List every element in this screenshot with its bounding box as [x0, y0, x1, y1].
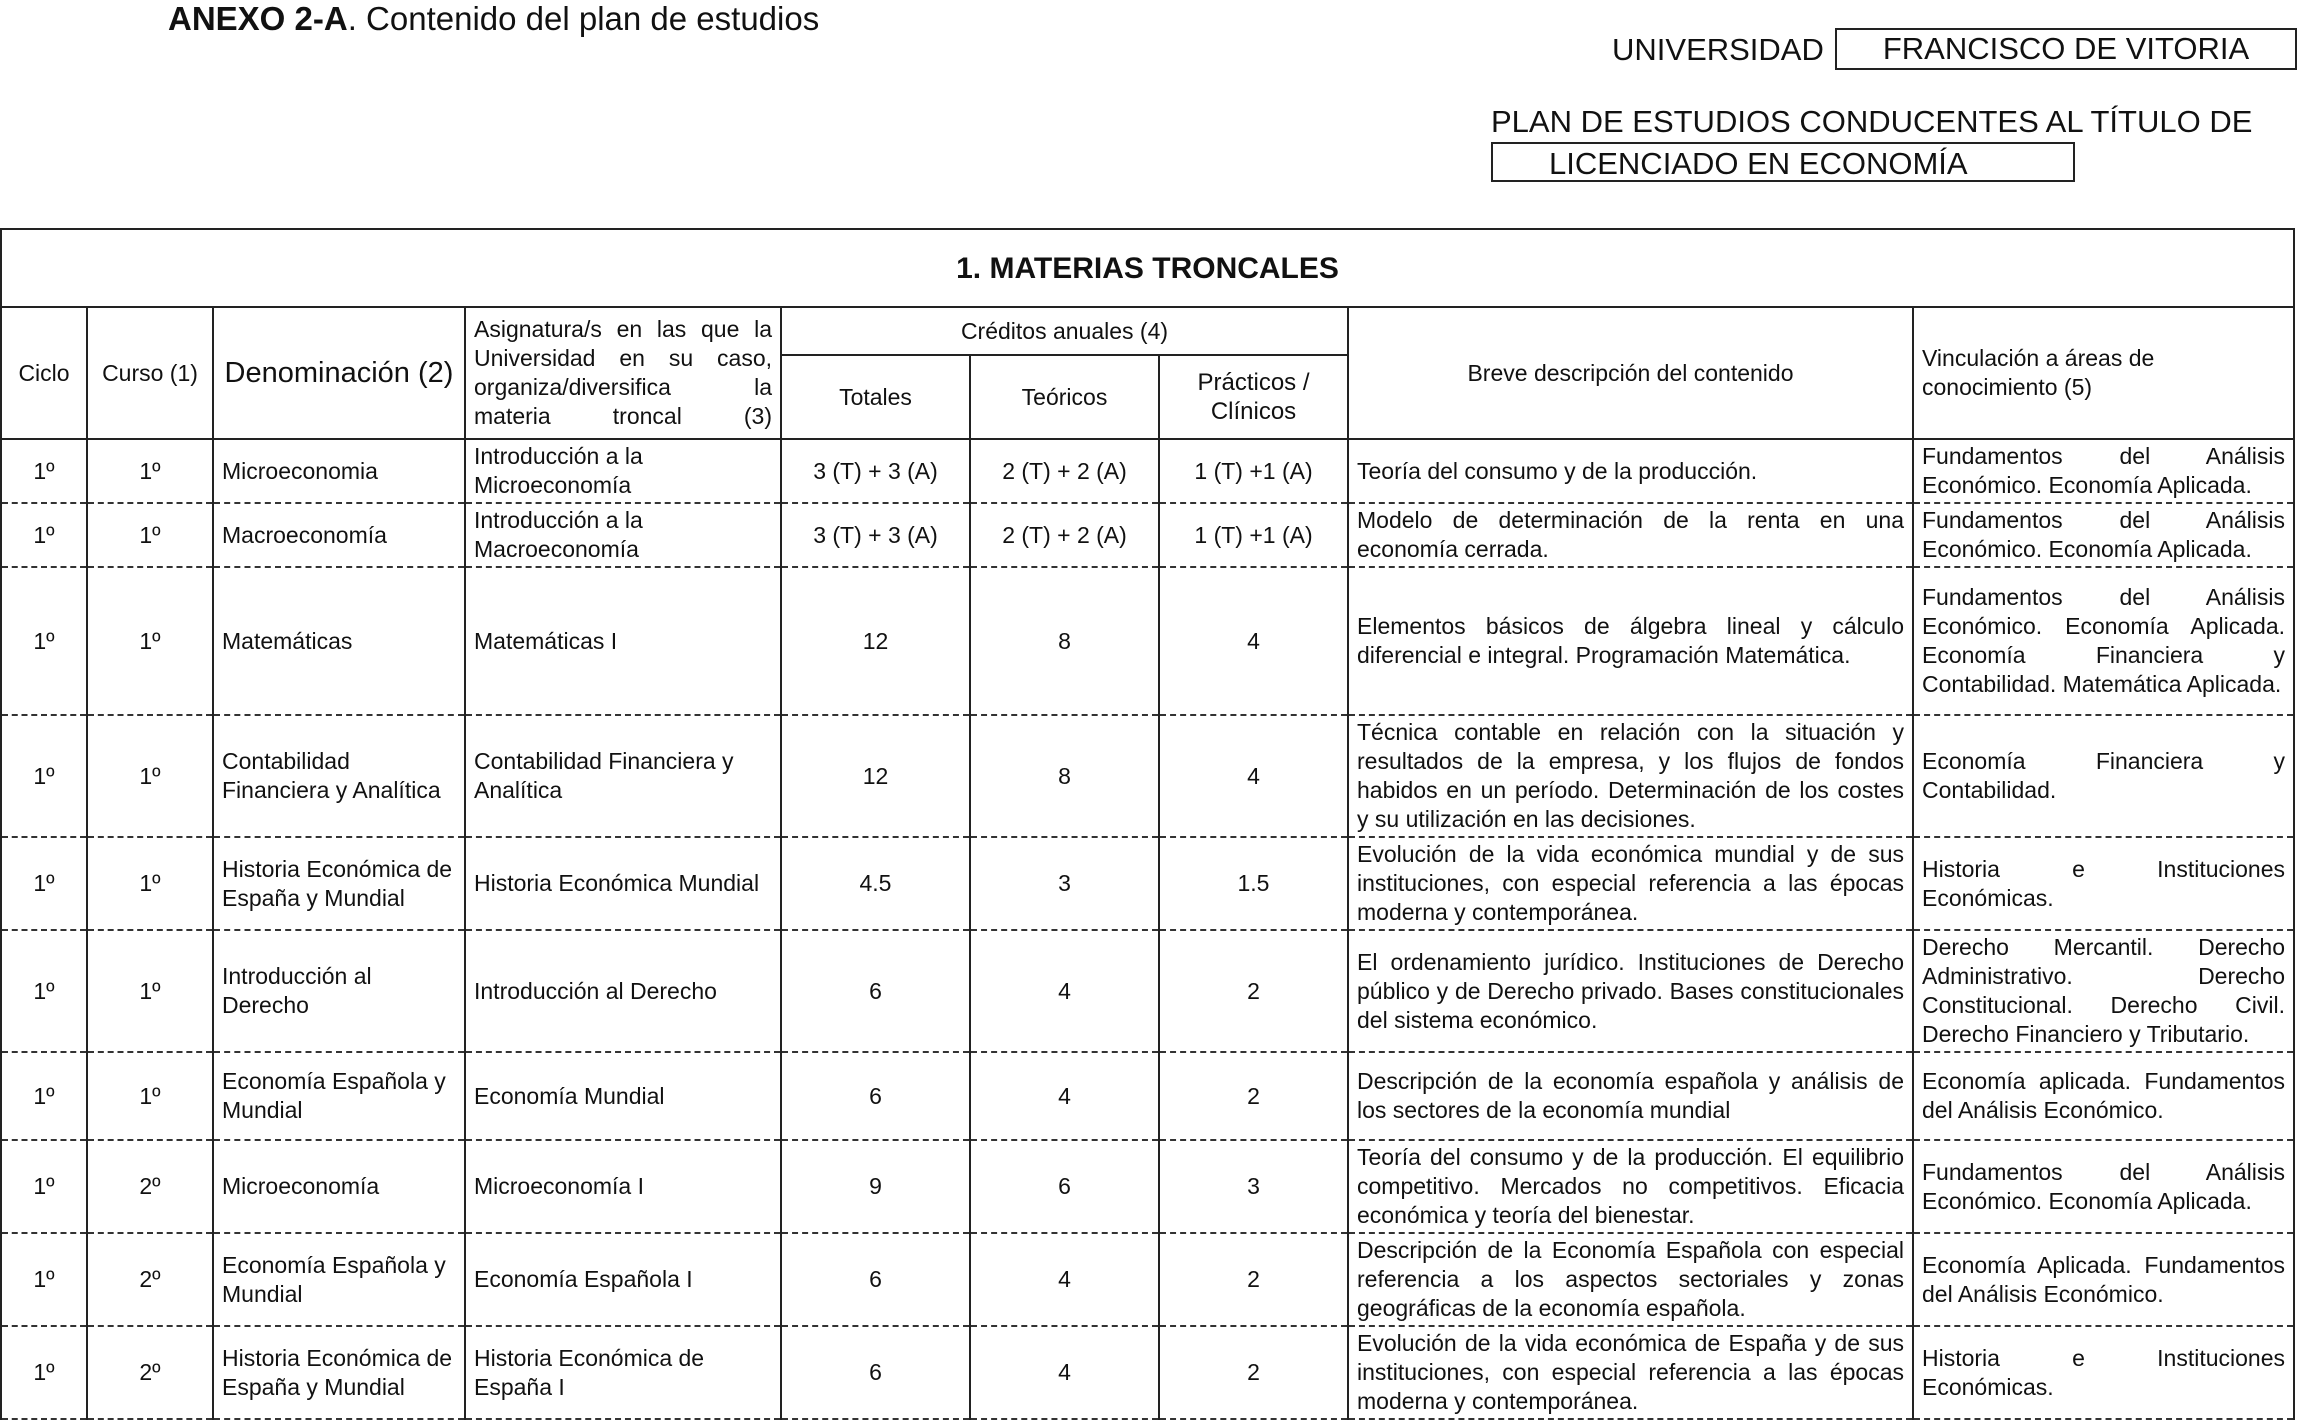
col-denominacion: Denominación (2): [213, 307, 465, 439]
university-label: UNIVERSIDAD: [1612, 32, 1824, 67]
totales-cell: 6: [781, 1233, 970, 1326]
curso-cell: 1º: [87, 439, 213, 503]
practicos-cell: 3: [1159, 1140, 1348, 1233]
asignatura-cell: Historia Económica Mundial: [465, 837, 781, 930]
ciclo-cell: 1º: [1, 715, 87, 837]
teoricos-cell: 2 (T) + 2 (A): [970, 503, 1159, 567]
practicos-cell: 2: [1159, 1052, 1348, 1140]
denominacion-cell: Introducción al Derecho: [213, 930, 465, 1052]
curso-cell: 2º: [87, 1140, 213, 1233]
col-asignatura: Asignatura/s en las que la Universidad en su caso, organiza/diversifica la materia troncal (3): [465, 307, 781, 439]
practicos-cell: 1 (T) +1 (A): [1159, 503, 1348, 567]
curso-cell: 1º: [87, 1052, 213, 1140]
table-row: [1, 567, 2294, 715]
asignatura-cell: Introducción a la Macroeconomía: [465, 503, 781, 567]
vinculacion-cell: Fundamentos del Análisis Económico. Economía Aplicada.: [1913, 503, 2294, 567]
ciclo-cell: 1º: [1, 930, 87, 1052]
ciclo-cell: 1º: [1, 567, 87, 715]
denominacion-cell: Economía Española y Mundial: [213, 1233, 465, 1326]
ciclo-cell: 1º: [1, 1233, 87, 1326]
table-row: [1, 715, 2294, 837]
ciclo-cell: 1º: [1, 1326, 87, 1419]
totales-cell: 6: [781, 1326, 970, 1419]
denominacion-cell: Microeconomia: [213, 439, 465, 503]
practicos-cell: 1.5: [1159, 837, 1348, 930]
vinculacion-cell: Economía aplicada. Fundamentos del Análisis Económico.: [1913, 1052, 2294, 1140]
practicos-cell: 2: [1159, 1233, 1348, 1326]
teoricos-cell: 3: [970, 837, 1159, 930]
vinculacion-cell: Fundamentos del Análisis Económico. Economía Aplicada. Economía Financiera y Contabilidad. Matemática Aplicada.: [1913, 567, 2294, 715]
practicos-cell: 2: [1159, 1326, 1348, 1419]
curso-cell: 2º: [87, 1326, 213, 1419]
descripcion-cell: Descripción de la economía española y análisis de los sectores de la economía mundial: [1348, 1052, 1913, 1140]
totales-cell: 3 (T) + 3 (A): [781, 439, 970, 503]
descripcion-cell: Teoría del consumo y de la producción.: [1348, 439, 1913, 503]
teoricos-cell: 8: [970, 567, 1159, 715]
totales-cell: 12: [781, 567, 970, 715]
curso-cell: 1º: [87, 930, 213, 1052]
annex-text: . Contenido del plan de estudios: [347, 0, 820, 37]
ciclo-cell: 1º: [1, 503, 87, 567]
table-row: [1, 1140, 2294, 1233]
totales-cell: 6: [781, 1052, 970, 1140]
col-creditos: Créditos anuales (4): [781, 307, 1348, 355]
col-totales: Totales: [781, 355, 970, 439]
subjects-table: [0, 228, 2295, 1420]
totales-cell: 4.5: [781, 837, 970, 930]
denominacion-cell: Economía Española y Mundial: [213, 1052, 465, 1140]
vinculacion-cell: Fundamentos del Análisis Económico. Economía Aplicada.: [1913, 1140, 2294, 1233]
col-teoricos: Teóricos: [970, 355, 1159, 439]
asignatura-cell: Microeconomía I: [465, 1140, 781, 1233]
descripcion-cell: Modelo de determinación de la renta en una economía cerrada.: [1348, 503, 1913, 567]
table-row: [1, 503, 2294, 567]
vinculacion-cell: Historia e Instituciones Económicas.: [1913, 1326, 2294, 1419]
denominacion-cell: Macroeconomía: [213, 503, 465, 567]
degree-box: LICENCIADO EN ECONOMÍA: [1491, 142, 2075, 182]
totales-cell: 12: [781, 715, 970, 837]
col-vinculacion: Vinculación a áreas de conocimiento (5): [1913, 307, 2294, 439]
vinculacion-cell: Economía Aplicada. Fundamentos del Análisis Económico.: [1913, 1233, 2294, 1326]
vinculacion-cell: Derecho Mercantil. Derecho Administrativo. Derecho Constitucional. Derecho Civil. Derecho Financiero y Tributario.: [1913, 930, 2294, 1052]
curso-cell: 1º: [87, 567, 213, 715]
totales-cell: 6: [781, 930, 970, 1052]
ciclo-cell: 1º: [1, 439, 87, 503]
curso-cell: 1º: [87, 837, 213, 930]
descripcion-cell: Teoría del consumo y de la producción. El equilibrio competitivo. Mercados no competitivos. Eficacia económica y teoría del bienestar.: [1348, 1140, 1913, 1233]
table-row: [1, 1326, 2294, 1419]
denominacion-cell: Historia Económica de España y Mundial: [213, 837, 465, 930]
vinculacion-cell: Fundamentos del Análisis Económico. Economía Aplicada.: [1913, 439, 2294, 503]
vinculacion-cell: Economía Financiera y Contabilidad.: [1913, 715, 2294, 837]
totales-cell: 9: [781, 1140, 970, 1233]
denominacion-cell: Microeconomía: [213, 1140, 465, 1233]
teoricos-cell: 4: [970, 1326, 1159, 1419]
plan-label: PLAN DE ESTUDIOS CONDUCENTES AL TÍTULO DE: [1491, 104, 2253, 139]
curso-cell: 1º: [87, 503, 213, 567]
teoricos-cell: 4: [970, 930, 1159, 1052]
asignatura-cell: Historia Económica de España I: [465, 1326, 781, 1419]
curso-cell: 1º: [87, 715, 213, 837]
asignatura-cell: Introducción a la Microeconomía: [465, 439, 781, 503]
descripcion-cell: El ordenamiento jurídico. Instituciones de Derecho público y de Derecho privado. Bases constitucionales del sistema económico.: [1348, 930, 1913, 1052]
table-row: [1, 837, 2294, 930]
teoricos-cell: 2 (T) + 2 (A): [970, 439, 1159, 503]
table-row: [1, 1052, 2294, 1140]
practicos-cell: 4: [1159, 715, 1348, 837]
asignatura-cell: Introducción al Derecho: [465, 930, 781, 1052]
asignatura-cell: Economía Española I: [465, 1233, 781, 1326]
practicos-cell: 4: [1159, 567, 1348, 715]
col-ciclo: Ciclo: [1, 307, 87, 439]
totales-cell: 3 (T) + 3 (A): [781, 503, 970, 567]
table-row: [1, 439, 2294, 503]
ciclo-cell: 1º: [1, 1052, 87, 1140]
teoricos-cell: 6: [970, 1140, 1159, 1233]
university-name-box: FRANCISCO DE VITORIA: [1835, 28, 2297, 70]
asignatura-cell: Matemáticas I: [465, 567, 781, 715]
descripcion-cell: Descripción de la Economía Española con especial referencia a los aspectos sectoriales y zonas geográficas de la economía española.: [1348, 1233, 1913, 1326]
col-practicos: Prácticos / Clínicos: [1159, 355, 1348, 439]
table-row: [1, 1233, 2294, 1326]
table-title: 1. MATERIAS TRONCALES: [1, 229, 2294, 307]
asignatura-cell: Economía Mundial: [465, 1052, 781, 1140]
table-row: [1, 930, 2294, 1052]
ciclo-cell: 1º: [1, 1140, 87, 1233]
teoricos-cell: 4: [970, 1052, 1159, 1140]
vinculacion-cell: Historia e Instituciones Económicas.: [1913, 837, 2294, 930]
col-curso: Curso (1): [87, 307, 213, 439]
annex-heading: [168, 0, 819, 38]
teoricos-cell: 4: [970, 1233, 1159, 1326]
asignatura-cell: Contabilidad Financiera y Analítica: [465, 715, 781, 837]
ciclo-cell: 1º: [1, 837, 87, 930]
denominacion-cell: Contabilidad Financiera y Analítica: [213, 715, 465, 837]
descripcion-cell: Técnica contable en relación con la situación y resultados de la empresa, y los flujos de fondos habidos en un período. Determinación de los costes y su utilización en las decisiones.: [1348, 715, 1913, 837]
descripcion-cell: Evolución de la vida económica de España y de sus instituciones, con especial referencia a las épocas moderna y contemporánea.: [1348, 1326, 1913, 1419]
denominacion-cell: Matemáticas: [213, 567, 465, 715]
descripcion-cell: Elementos básicos de álgebra lineal y cálculo diferencial e integral. Programación Matemática.: [1348, 567, 1913, 715]
practicos-cell: 1 (T) +1 (A): [1159, 439, 1348, 503]
practicos-cell: 2: [1159, 930, 1348, 1052]
teoricos-cell: 8: [970, 715, 1159, 837]
col-descripcion: Breve descripción del contenido: [1348, 307, 1913, 439]
annex-label: ANEXO 2-A: [168, 0, 348, 37]
denominacion-cell: Historia Económica de España y Mundial: [213, 1326, 465, 1419]
curso-cell: 2º: [87, 1233, 213, 1326]
descripcion-cell: Evolución de la vida económica mundial y de sus instituciones, con especial referencia a las épocas moderna y contemporánea.: [1348, 837, 1913, 930]
